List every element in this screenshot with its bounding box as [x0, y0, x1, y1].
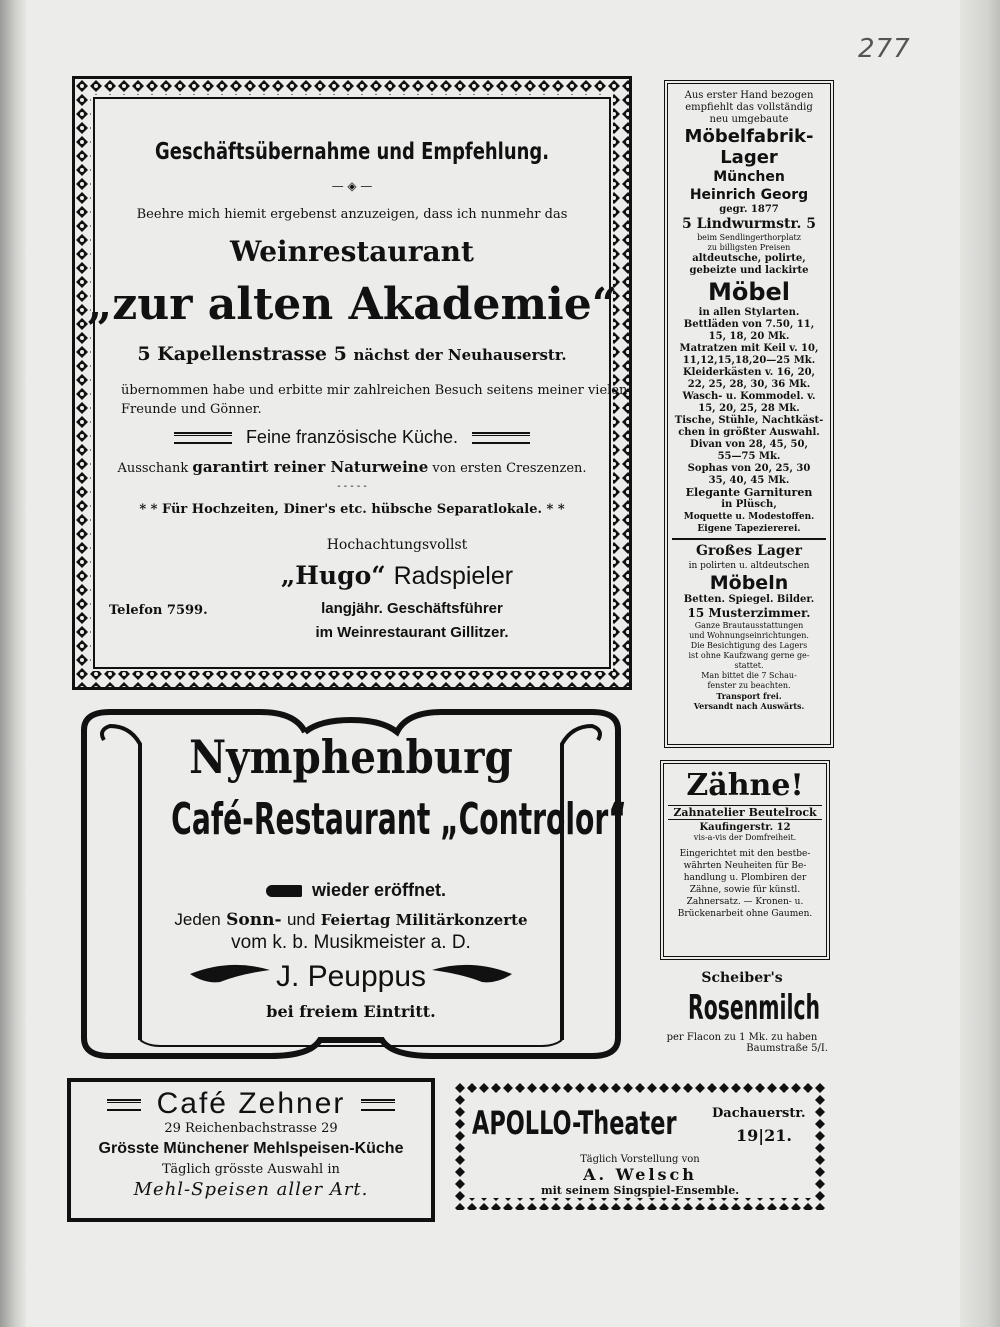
ad2-g6: Ganze Brautausstattungen [694, 621, 804, 630]
ad1-wine-c: von ersten Creszenzen. [432, 461, 587, 476]
ad2-p9: 15, 20, 25, 28 Mk. [698, 403, 800, 414]
ad2-line-3: neu umgebaute [709, 114, 789, 125]
ad2-divider [672, 538, 826, 540]
ad-nymphenburg [70, 700, 632, 1068]
ad3-c1c: und [286, 910, 316, 929]
ad2-city: München [713, 169, 785, 185]
ad1-ornament-divider: — ◈ — [331, 179, 373, 193]
ad1-intro: Beehre mich hiemit ergebenst anzuzeigen, dass ich nunmehr das [136, 207, 568, 222]
ad3-concerts [70, 910, 632, 930]
ad2-g4: Betten. Spiegel. Bilder. [683, 594, 815, 605]
ad7-daily: Täglich Vorstellung von [580, 1154, 700, 1165]
ad2-s3: altdeutsche, polirte, [692, 253, 806, 264]
ad4-name: Zahnatelier Beutelrock [668, 805, 822, 820]
ad2-p4: Matratzen mit Keil v. 10, [679, 343, 819, 354]
ad2-p11: chen in größter Auswahl. [678, 427, 820, 438]
ad2-p13: 55—75 Mk. [717, 451, 781, 462]
ad2-s4: gebeizte und lackirte [689, 265, 809, 276]
page-spine-shadow [0, 0, 26, 1327]
ad2-g7: und Wohnungseinrichtungen. [689, 631, 809, 640]
ad1-wine [75, 458, 629, 476]
page-edge-shadow [960, 0, 1000, 1327]
ad3-c1b: Sonn- [226, 910, 282, 930]
ad2-p2: Bettläden von 7.50, 11, [683, 319, 815, 330]
ad2-founded: gegr. 1877 [719, 204, 779, 215]
ad3-reopen [70, 880, 632, 901]
ad2-g14: Versandt nach Auswärts. [693, 701, 805, 711]
ad2-p18: Moquette u. Modestoffen. [683, 512, 815, 522]
ad2-p1: in allen Stylarten. [698, 307, 800, 318]
ad4-b2: währten Neuheiten für Be- [683, 861, 807, 871]
ad2-line-2: empfiehlt das vollständig [685, 102, 813, 113]
ad7-ensemble: mit seinem Singspiel-Ensemble. [540, 1184, 740, 1197]
ad2-title-1: Möbelfabrik- [684, 126, 814, 147]
ad2-p10: Tische, Stühle, Nachtkäst- [674, 415, 824, 426]
ad2-p16: Elegante Garnituren [685, 486, 813, 499]
ad2-g1: Großes Lager [696, 543, 802, 559]
ad1-small-divider: - - - - - [337, 481, 367, 492]
ad1-role-1: langjähr. Geschäftsführer [321, 600, 503, 617]
ad4-b1: Eingerichtet mit den bestbe- [679, 849, 811, 859]
ad1-kitchen-text: Feine französische Küche. [245, 427, 459, 447]
ad1-restaurant-name: „zur alten Akademie“ [86, 279, 618, 330]
ad7-title: APOLLO-Theater [472, 1104, 677, 1142]
triple-rule-left [107, 1099, 141, 1111]
ad1-title: Geschäftsübernahme und Empfehlung. [154, 139, 550, 165]
ad2-g12: fenster zu beachten. [707, 681, 791, 690]
ad-moebelfabrik [664, 80, 834, 748]
ad6-daily: Täglich grösste Auswahl in [162, 1162, 340, 1177]
ad4-b5: Zahnersatz. — Kronen- u. [686, 897, 804, 907]
ad1-kitchen [75, 427, 629, 448]
ad1-kind: Weinrestaurant [230, 235, 474, 268]
triple-rule-right [361, 1099, 395, 1111]
ad2-address: 5 Lindwurmstr. 5 [681, 216, 817, 232]
ad1-body-2: Freunde und Gönner. [121, 402, 262, 417]
ad4-address: Kaufingerstr. 12 [699, 822, 791, 833]
ad-zaehne [660, 760, 830, 960]
ad2-owner: Heinrich Georg [689, 187, 809, 203]
ad-weinrestaurant [72, 76, 632, 690]
ad5-product: Rosenmilch [688, 988, 821, 1028]
ad1-owner-first: „Hugo“ [280, 561, 386, 590]
ad2-g5: 15 Musterzimmer. [687, 606, 811, 620]
ad6-title: Café Zehner [156, 1087, 346, 1120]
ad2-p19: Eigene Tapeziererei. [697, 524, 801, 534]
ad3-musikmeister: vom k. b. Musikmeister a. D. [231, 932, 471, 953]
ad2-p8: Wasch- u. Kommodel. v. [682, 391, 816, 402]
ad3-free: bei freiem Eintritt. [266, 1002, 436, 1021]
ad2-p3: 15, 18, 20 Mk. [708, 331, 790, 342]
ad5-where: Baumstraße 5/I. [746, 1043, 828, 1054]
ad4-b6: Brückenarbeit ohne Gaumen. [677, 909, 813, 919]
ad3-c1a: Jeden [174, 910, 221, 929]
ad2-p7: 22, 25, 28, 30, 36 Mk. [687, 379, 811, 390]
ad-cafe-zehner [67, 1078, 435, 1222]
ad2-p17: in Plüsch, [721, 499, 777, 510]
ad5-price: per Flacon zu 1 Mk. zu haben [666, 1032, 818, 1043]
ad1-wine-a: Ausschank [117, 461, 189, 476]
triple-rule-left [174, 432, 232, 444]
ad6-address: 29 Reichenbachstrasse 29 [164, 1121, 338, 1136]
ad4-b4: Zähne, sowie für künstl. [689, 885, 801, 895]
ad2-g8: Die Besichtigung des Lagers [690, 641, 808, 650]
ad2-p14: Sophas von 20, 25, 30 [687, 463, 811, 474]
ad2-p5: 11,12,15,18,20—25 Mk. [682, 355, 816, 366]
ad6-claim: Grösste Münchener Mehlspeisen-Küche [98, 1140, 404, 1157]
ad1-closing: Hochachtungsvollst [326, 537, 468, 553]
ad3-place: Nymphenburg [189, 730, 513, 784]
ad1-owner-last: Radspieler [393, 562, 514, 590]
ad5-brand: Scheiber's [701, 970, 783, 986]
ad3-owner: J. Peuppus [275, 960, 427, 993]
ad2-s2: zu billigsten Preisen [707, 243, 791, 252]
ad2-p12: Divan von 28, 45, 50, [690, 439, 808, 450]
ad2-g11: Man bittet die 7 Schau- [701, 671, 797, 680]
ad4-b3: handlung u. Plombiren der [683, 873, 807, 883]
ad2-p6: Kleiderkästen v. 16, 20, [682, 367, 816, 378]
ad1-owner [165, 561, 629, 591]
ad2-g3: Möbeln [709, 572, 789, 594]
ad1-address-near: nächst der Neuhauserstr. [353, 346, 567, 364]
ad1-role-2: im Weinrestaurant Gillitzer. [315, 624, 509, 641]
ad2-big-moebel: Möbel [707, 278, 791, 306]
ad2-g13: Transport frei. [716, 691, 782, 701]
ad2-p15: 35, 40, 45 Mk. [708, 475, 790, 486]
ad2-title-2: Lager [720, 147, 778, 168]
ad6-title-row [71, 1086, 431, 1121]
ad3-restaurant-name: Café-Restaurant „Controlor“ [171, 794, 627, 845]
ad7-performer: A. Welsch [583, 1165, 697, 1184]
ad2-g2: in polirten u. altdeutschen [688, 561, 810, 571]
ad1-body-1: übernommen habe und erbitte mir zahlreichen Besuch seitens meiner vielen [121, 383, 628, 398]
ad2-s1: beim Sendlingerthorplatz [697, 233, 801, 242]
ad2-line-1: Aus erster Hand bezogen [684, 90, 814, 101]
ad-apollo-theater [454, 1082, 826, 1210]
ad3-reopen-text: wieder eröffnet. [311, 880, 447, 900]
ad4-title: Zähne! [686, 768, 804, 803]
triple-rule-right [472, 432, 530, 444]
ad4-address-2: vis-a-vis der Domfreiheit. [693, 833, 797, 842]
ad1-rooms: * * Für Hochzeiten, Diner's etc. hübsche Separatlokale. * * [139, 502, 565, 517]
ad3-c1d: Feiertag Militärkonzerte [320, 911, 528, 929]
ad2-g10: stattet. [734, 661, 764, 670]
ad7-number: 19|21. [736, 1126, 792, 1145]
ad1-phone: Telefon 7599. [109, 603, 208, 618]
ad2-g9: ist ohne Kaufzwang gerne ge- [688, 651, 810, 660]
ad6-items: Mehl-Speisen aller Art. [133, 1179, 369, 1200]
ad1-wine-b: garantirt reiner Naturweine [192, 458, 429, 476]
page-number: 277 [858, 34, 911, 64]
ad1-address [75, 343, 629, 365]
pointing-hand-icon [266, 885, 302, 897]
ad7-street: Dachauerstr. [712, 1106, 806, 1121]
ad-rosenmilch [652, 970, 832, 1080]
ad1-address-street: 5 Kapellenstrasse 5 [137, 343, 347, 365]
